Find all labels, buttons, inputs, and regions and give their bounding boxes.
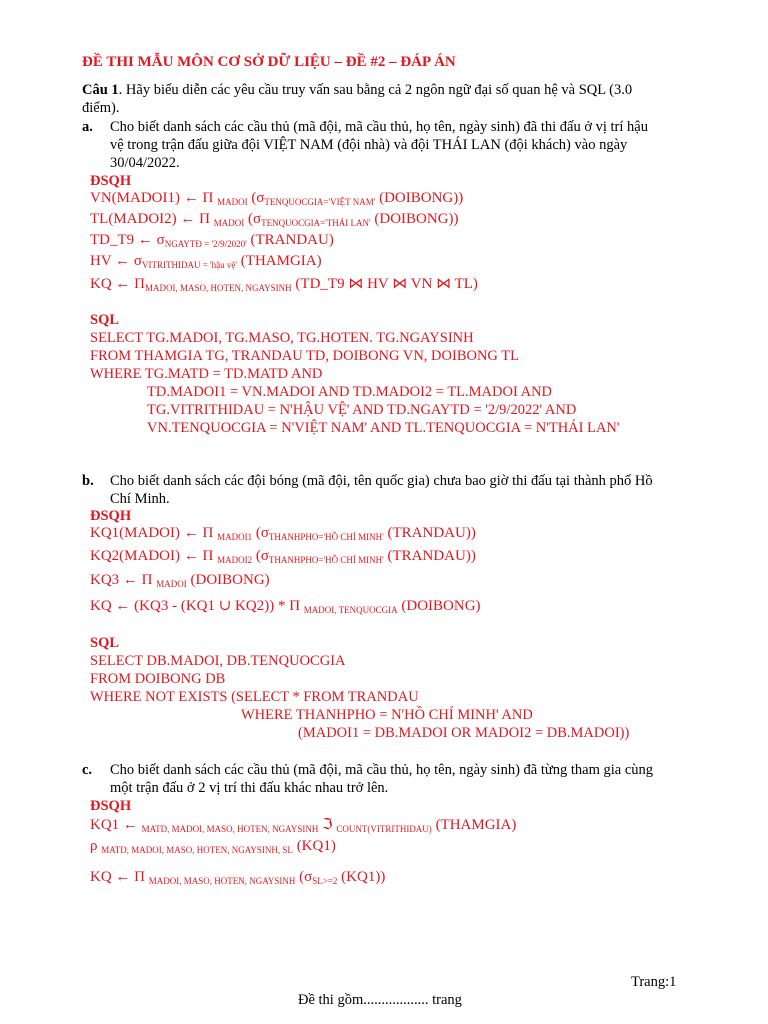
ra-text: (DOIBONG) [190, 572, 270, 588]
ra-subscript: MADOI, MASO, HOTEN, NGAYSINH [148, 876, 296, 886]
ra-text: (KQ1)) [341, 869, 386, 885]
ra-text: (TRANDAU)) [387, 525, 476, 541]
page-number: Trang:1 [631, 974, 677, 990]
part-a-sql-line3: WHERE TG.MATD = TD.MATD AND [90, 366, 323, 382]
ra-text: TD_T9 ← σ [90, 232, 165, 248]
question-intro-cont: điểm). [82, 100, 120, 116]
part-c-dsqh-heading: ĐSQH [90, 798, 132, 814]
part-a-sql-line2: FROM THAMGIA TG, TRANDAU TD, DOIBONG VN, DOIBONG TL [90, 348, 519, 364]
part-c-ra-line1 [90, 815, 516, 834]
ra-text: (THAMGIA) [240, 253, 322, 269]
ra-text: KQ2(MADOI) ← Π [90, 548, 214, 564]
part-b-sql-line2: FROM DOIBONG DB [90, 671, 226, 687]
part-c-label: c. [82, 762, 93, 778]
part-b-label: b. [82, 473, 94, 489]
ra-text: (DOIBONG) [401, 598, 481, 614]
part-b-sql-line1: SELECT DB.MADOI, DB.TENQUOCGIA [90, 653, 346, 669]
ra-text: (TRANDAU) [250, 232, 334, 248]
ra-text: (σ [247, 211, 262, 227]
ra-text: KQ1 ← [90, 817, 138, 833]
ra-text: (THAMGIA) [435, 817, 517, 833]
part-b-sql-heading: SQL [90, 635, 120, 651]
ra-text: (TRANDAU)) [387, 548, 476, 564]
ra-subscript: NGAYTĐ = '2/9/2020' [164, 239, 247, 249]
part-b-ra-line4 [90, 596, 481, 615]
ra-subscript: THANHPHO='HỒ CHÍ MINH' [268, 532, 384, 542]
part-b-sql-line4: WHERE THANHPHO = N'HỒ CHÍ MINH' AND [241, 707, 533, 723]
question-text: . Hãy biểu diễn các yêu cầu truy vấn sau bằng cả 2 ngôn ngữ đại số quan hệ và SQL (3.0 [118, 82, 633, 98]
part-b-question-line2: Chí Minh. [110, 491, 170, 507]
ra-text: KQ ← Π [90, 869, 145, 885]
part-a-question-line1: Cho biết danh sách các cầu thủ (mã đội, mã cầu thủ, họ tên, ngày sinh) đã thi đấu ở vị trí hậu [110, 119, 648, 135]
ra-text: (DOIBONG)) [374, 211, 459, 227]
document-title: ĐỀ THI MẪU MÔN CƠ SỞ DỮ LIỆU – ĐỀ #2 – ĐÁP ÁN [82, 54, 456, 70]
part-a-sql-line5: TG.VITRITHIDAU = N'HẬU VỆ' AND TD.NGAYTD = '2/9/2022' AND [147, 402, 577, 418]
ra-text: (DOIBONG)) [379, 190, 464, 206]
ra-text: (KQ1) [296, 838, 336, 854]
ra-subscript: MADOI [217, 197, 248, 207]
part-c-question-line1: Cho biết danh sách các cầu thủ (mã đội, mã cầu thủ, họ tên, ngày sinh) đã từng tham gia cùng [110, 762, 653, 778]
part-a-ra-line5 [90, 274, 478, 293]
part-b-question-line1: Cho biết danh sách các đội bóng (mã đội, tên quốc gia) chưa bao giờ thi đấu tại thành phố Hồ [110, 473, 653, 489]
part-c-ra-line3 [90, 869, 385, 886]
part-a-ra-line4 [90, 253, 322, 270]
part-b-sql-line5: (MADOI1 = DB.MADOI OR MADOI2 = DB.MADOI)) [298, 725, 630, 741]
part-b-dsqh-heading: ĐSQH [90, 508, 132, 524]
ra-subscript: MADOI2 [217, 555, 253, 565]
part-b-ra-line2 [90, 548, 476, 565]
question-intro [82, 81, 632, 99]
ra-subscript: SL>=2 [312, 876, 338, 886]
part-a-ra-line3 [90, 232, 334, 249]
part-c-question-line2: một trận đấu ở 2 vị trí thi đấu khác nhau trở lên. [110, 780, 389, 796]
part-c-ra-line2 [90, 838, 336, 855]
part-a-sql-line1: SELECT TG.MADOI, TG.MASO, TG.HOTEN. TG.NGAYSINH [90, 330, 474, 346]
ra-subscript: VITRITHIDAU = 'hậu vệ' [141, 260, 238, 270]
part-a-sql-heading: SQL [90, 312, 120, 328]
ra-text: KQ1(MADOI) ← Π [90, 525, 214, 541]
ra-subscript: MADOI, TENQUOCGIA [303, 605, 398, 615]
ra-text: VN(MADOI1) ← Π [90, 190, 214, 206]
footer-note: Đề thi gồm.................. trang [298, 992, 462, 1008]
ra-subscript: MADOI [213, 218, 245, 228]
part-a-dsqh-heading: ĐSQH [90, 173, 132, 189]
part-a-sql-line4: TD.MADOI1 = VN.MADOI AND TD.MADOI2 = TL.MADOI AND [147, 384, 553, 400]
part-a-ra-line1 [90, 190, 463, 207]
ra-subscript: MADOI1 [217, 532, 253, 542]
aggregate-symbol: ℑ [322, 817, 333, 833]
part-a-ra-line2 [90, 211, 459, 228]
ra-subscript: MATD, MADOI, MASO, HOTEN, NGAYSINH, SL [101, 845, 293, 855]
ra-text: (σ [255, 548, 269, 564]
part-a-sql-line6: VN.TENQUOCGIA = N'VIỆT NAM' AND TL.TENQUOCGIA = N'THÁI LAN' [147, 420, 620, 436]
ra-text: (σ [255, 525, 269, 541]
part-b-ra-line3 [90, 572, 270, 589]
question-label: Câu 1 [82, 82, 119, 98]
ra-subscript: TENQUOCGIA='THÁI LAN' [261, 218, 371, 228]
ra-subscript: MADOI, MASO, HOTEN, NGAYSINH [145, 283, 292, 293]
ra-text: (TD_T9 ⋈ HV ⋈ VN ⋈ TL) [295, 276, 478, 292]
ra-text: TL(MADOI2) ← Π [90, 211, 210, 227]
ra-subscript: COUNT(VITRITHIDAU) [336, 824, 432, 834]
ra-text: KQ ← Π [90, 276, 145, 292]
ra-text: KQ3 ← Π [90, 572, 153, 588]
part-a-label: a. [82, 119, 93, 135]
ra-text: (σ [299, 869, 313, 885]
part-b-sql-line3: WHERE NOT EXISTS (SELECT * FROM TRANDAU [90, 689, 419, 705]
ra-subscript: MADOI [156, 579, 187, 589]
part-a-question-line2: vệ trong trận đấu giữa đội VIỆT NAM (đội nhà) và đội THÁI LAN (đội khách) vào ngày [110, 137, 628, 153]
ra-subscript: TENQUOCGIA='VIỆT NAM' [264, 197, 376, 207]
ra-text: KQ ← (KQ3 - (KQ1 ∪ KQ2)) * Π [90, 598, 301, 614]
ra-subscript: MATD, MADOI, MASO, HOTEN, NGAYSINH [141, 824, 319, 834]
ra-subscript: THANHPHO='HỒ CHÍ MINH' [268, 555, 384, 565]
ra-text: (σ [251, 190, 265, 206]
ra-text: HV ← σ [90, 253, 142, 269]
part-a-question-line3: 30/04/2022. [110, 155, 180, 171]
part-b-ra-line1 [90, 525, 476, 542]
rename-symbol: ρ [90, 838, 98, 854]
